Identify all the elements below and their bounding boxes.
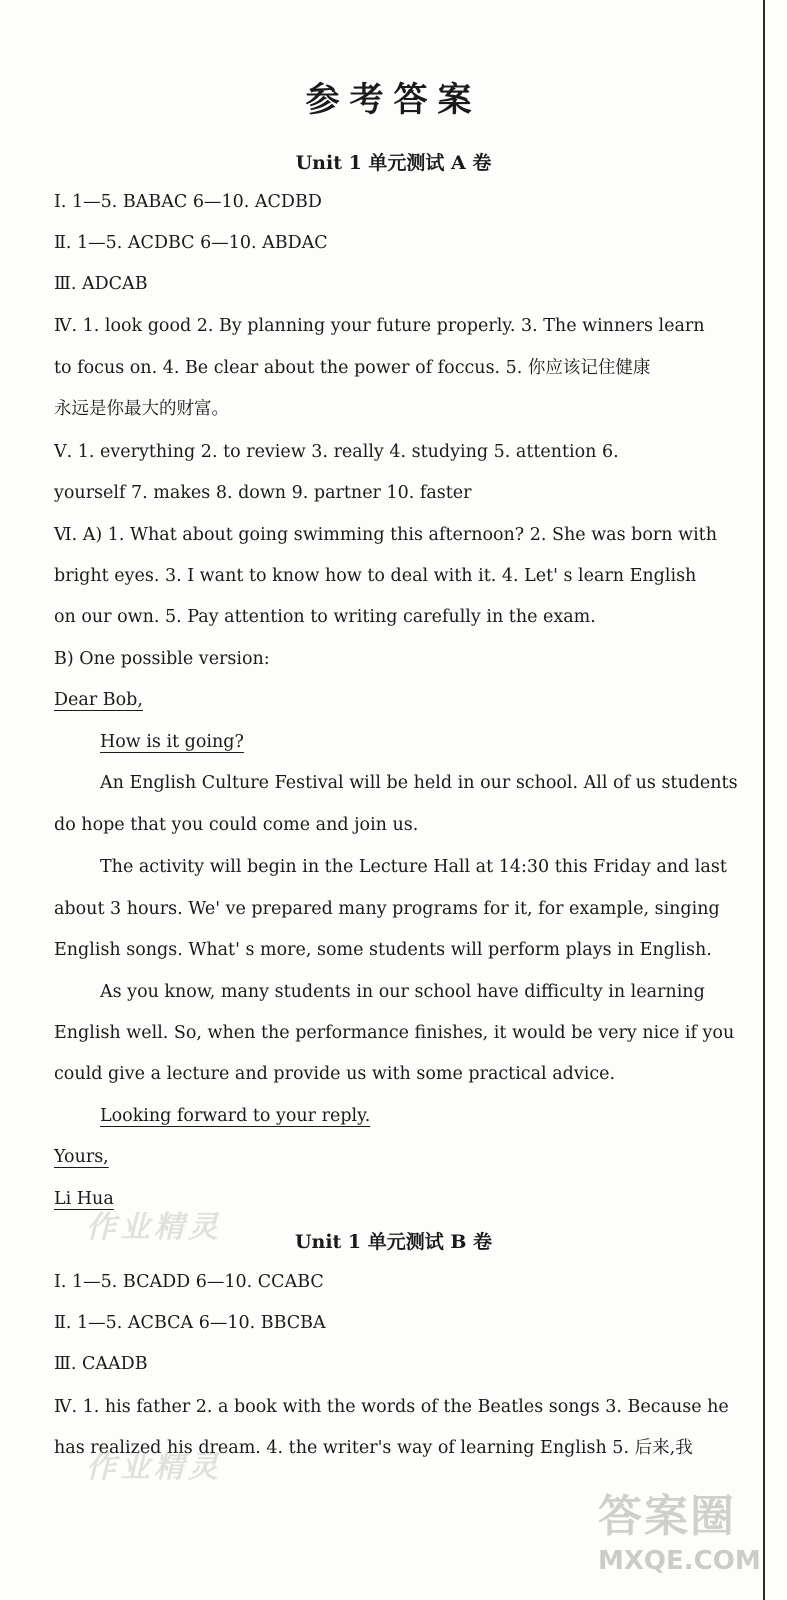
answer-line: on our own. 5. Pay attention to writing carefully in the exam. bbox=[54, 607, 596, 627]
answer-line: 永远是你最大的财富。 bbox=[54, 399, 229, 419]
unit-b-heading: Unit 1 单元测试 B 卷 bbox=[294, 1231, 493, 1253]
answer-line: Ⅱ. 1—5. ACBCA 6—10. BBCBA bbox=[54, 1313, 326, 1333]
answer-line: yourself 7. makes 8. down 9. partner 10. faster bbox=[54, 483, 472, 503]
letter-paragraph-line: The activity will begin in the Lecture Hall at 14:30 this Friday and last bbox=[100, 857, 727, 877]
answer-line: Ⅱ. 1—5. ACDBC 6—10. ABDAC bbox=[54, 233, 328, 253]
corner-watermark-logo: 答案圈 bbox=[598, 1491, 736, 1542]
watermark-logo: 作业精灵 bbox=[86, 1210, 222, 1245]
answer-line: bright eyes. 3. I want to know how to deal with it. 4. Let' s learn English bbox=[54, 566, 697, 586]
letter-paragraph-line: English well. So, when the performance finishes, it would be very nice if you bbox=[54, 1023, 735, 1043]
corner-watermark bbox=[598, 1480, 761, 1590]
letter-paragraph-line: do hope that you could come and join us. bbox=[54, 815, 419, 835]
letter-closing: Looking forward to your reply. bbox=[100, 1106, 371, 1126]
unit-a-heading: Unit 1 单元测试 A 卷 bbox=[295, 152, 492, 174]
letter-greeting: How is it going? bbox=[100, 732, 244, 752]
page-edge-rule bbox=[763, 0, 765, 1600]
letter-paragraph-line: English songs. What' s more, some students will perform plays in English. bbox=[54, 940, 712, 960]
answer-line: Ⅵ. A) 1. What about going swimming this afternoon? 2. She was born with bbox=[54, 525, 717, 545]
answer-line: B) One possible version: bbox=[54, 649, 270, 669]
letter-paragraph-line: about 3 hours. We' ve prepared many programs for it, for example, singing bbox=[54, 899, 720, 919]
page-title: 参考答案 bbox=[305, 80, 482, 120]
letter-paragraph-line: could give a lecture and provide us with some practical advice. bbox=[54, 1064, 616, 1084]
answer-line: Ⅳ. 1. look good 2. By planning your future properly. 3. The winners learn bbox=[54, 316, 705, 336]
answer-line: to focus on. 4. Be clear about the power of foccus. 5. 你应该记住健康 bbox=[54, 358, 651, 378]
answer-line: Ⅲ. CAADB bbox=[54, 1354, 148, 1374]
corner-watermark-url: MXQE.COM bbox=[598, 1546, 761, 1576]
answer-line: has realized his dream. 4. the writer's way of learning English 5. 后来,我 bbox=[54, 1438, 693, 1458]
answer-line: Ⅲ. ADCAB bbox=[54, 274, 148, 294]
letter-paragraph-line: An English Culture Festival will be held in our school. All of us students bbox=[100, 773, 738, 793]
watermark-logo: 作业精灵 bbox=[86, 1450, 222, 1485]
letter-signature: Li Hua bbox=[54, 1189, 114, 1209]
letter-signoff: Yours, bbox=[54, 1147, 109, 1167]
answer-line: Ⅴ. 1. everything 2. to review 3. really 4. studying 5. attention 6. bbox=[54, 442, 619, 462]
answer-line: Ⅰ. 1—5. BABAC 6—10. ACDBD bbox=[54, 192, 322, 212]
answer-line: Ⅰ. 1—5. BCADD 6—10. CCABC bbox=[54, 1272, 324, 1292]
letter-paragraph-line: As you know, many students in our school have difficulty in learning bbox=[100, 982, 705, 1002]
letter-salutation: Dear Bob, bbox=[54, 690, 143, 710]
answer-line: Ⅳ. 1. his father 2. a book with the words of the Beatles songs 3. Because he bbox=[54, 1397, 729, 1417]
